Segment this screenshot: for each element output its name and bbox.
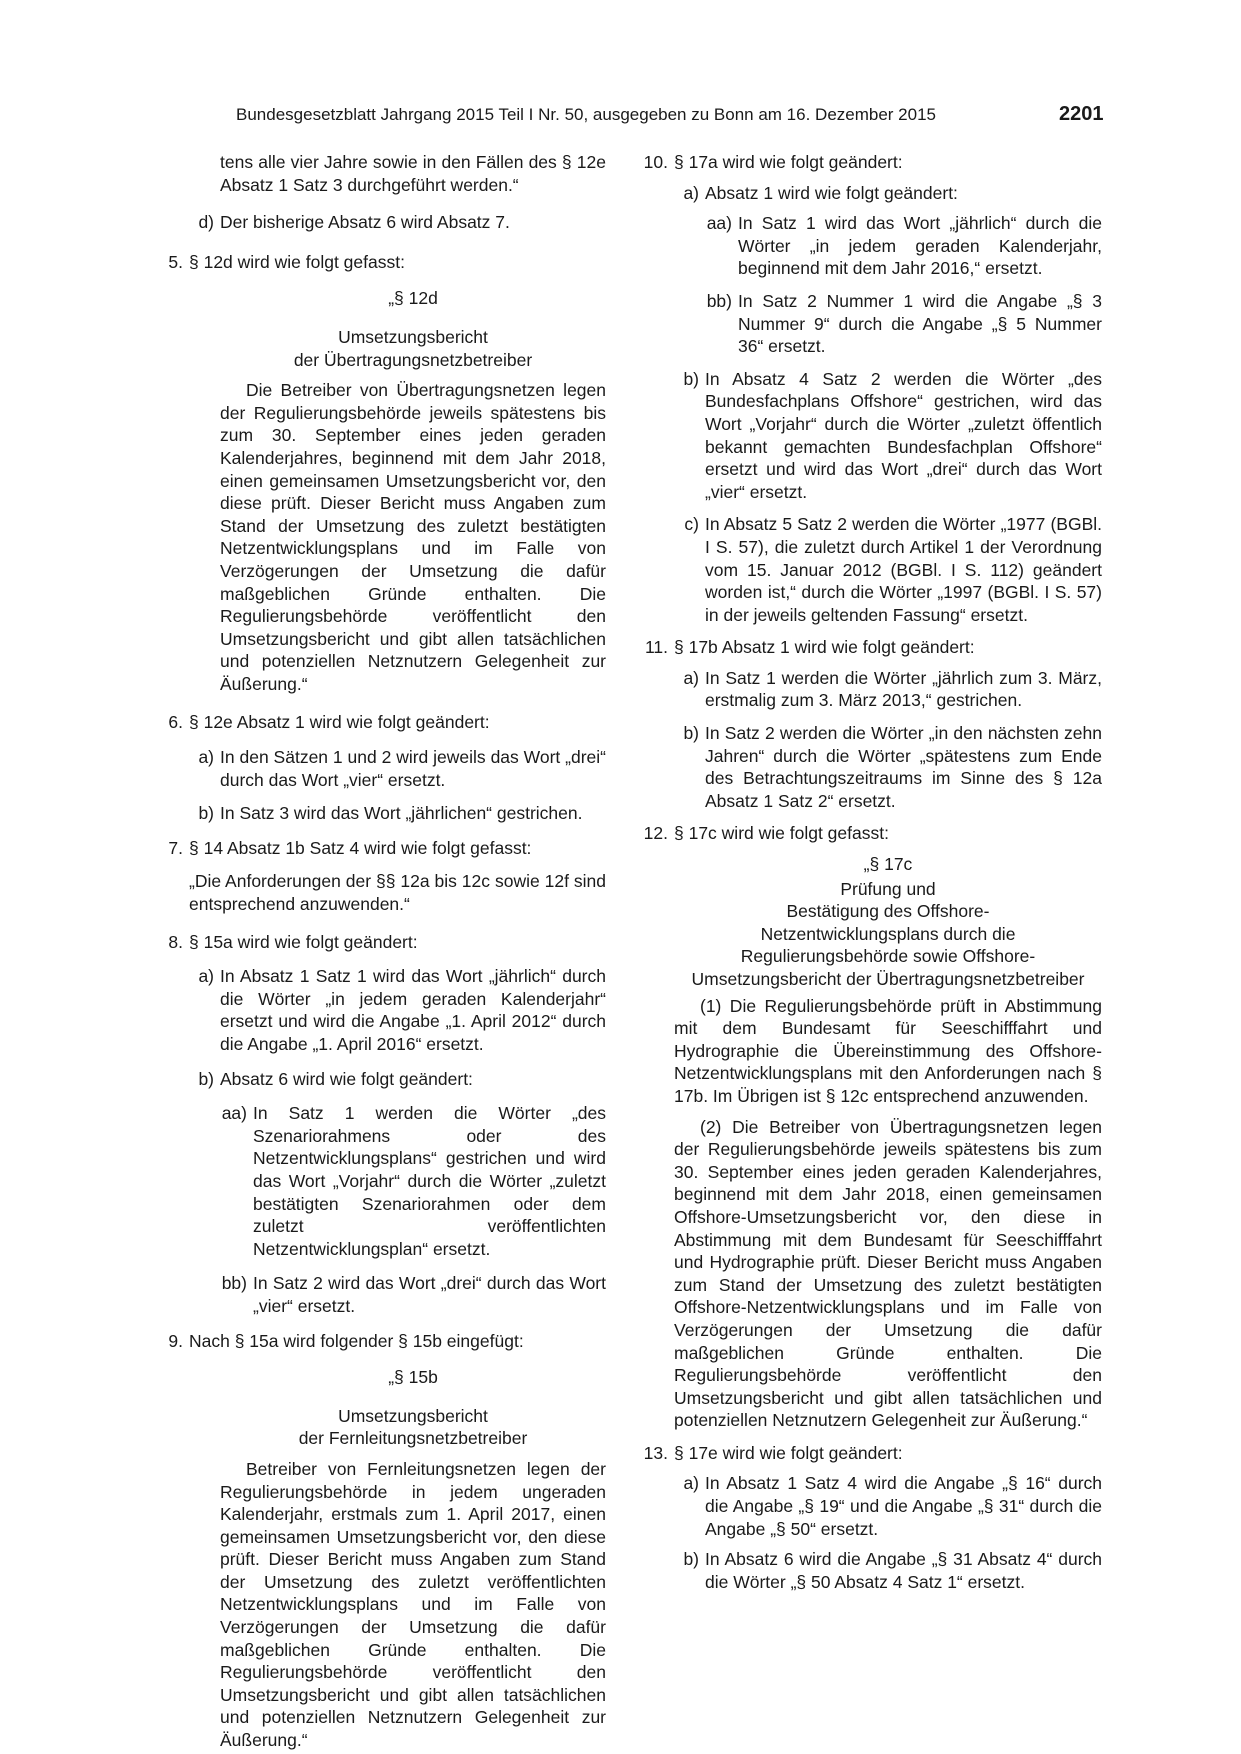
item-text: § 14 Absatz 1b Satz 4 wird wie folgt gefasst: xyxy=(189,837,532,858)
item-text: In Absatz 1 Satz 4 wird die Angabe „§ 16“ durch die Angabe „§ 19“ und die Angabe „§ 31“ durch die Angabe „§ 50“ ersetzt. xyxy=(705,1473,1102,1539)
list-item-8b-aa xyxy=(220,1102,606,1260)
item-label: b) xyxy=(683,1549,699,1570)
list-item-8b xyxy=(189,1068,606,1091)
item-text: In Satz 3 wird das Wort „jährlichen“ gestrichen. xyxy=(220,803,583,824)
list-item-8 xyxy=(145,931,606,954)
section-title-line: Netzentwicklungsplans durch die xyxy=(760,923,1016,944)
item-label: b) xyxy=(198,1068,214,1089)
item-label: 13. xyxy=(643,1442,668,1463)
list-item-12 xyxy=(630,822,1102,845)
item-text: Absatz 1 wird wie folgt geändert: xyxy=(705,182,958,203)
list-item-13 xyxy=(630,1442,1102,1465)
continuation-text: tens alle vier Jahre sowie in den Fällen des § 12e Absatz 1 Satz 3 durchgeführt werden.“ xyxy=(220,152,606,195)
list-item-10a-bb xyxy=(705,290,1102,358)
item-label: 10. xyxy=(643,152,668,172)
section-title-line: Umsetzungsbericht der Übertragungsnetzbetreiber xyxy=(691,969,1085,989)
list-item-9 xyxy=(145,1330,606,1353)
item-text: Der bisherige Absatz 6 wird Absatz 7. xyxy=(220,212,510,233)
section-title-line: der Fernleitungsnetzbetreiber xyxy=(298,1428,528,1449)
item-label: b) xyxy=(683,723,699,744)
list-item-13b xyxy=(674,1548,1102,1593)
section-15b xyxy=(145,1366,606,1752)
item-text: § 17b Absatz 1 wird wie folgt geändert: xyxy=(674,637,975,658)
item-text: In den Sätzen 1 und 2 wird jeweils das Wort „drei“ durch das Wort „vier“ ersetzt. xyxy=(220,747,606,790)
section-17c xyxy=(630,853,1102,1432)
item-text: In Absatz 5 Satz 2 werden die Wörter „1977 (BGBl. I S. 57), die zuletzt durch Artikel 1 der Verordnung vom 15. Januar 2012 (BGBl. I S. 112) geändert worden ist,“ durch die Wörter „1997 (BGBl. I S. 57) in der jeweils geltenden Fassung“ ersetzt. xyxy=(705,514,1102,625)
list-item-6b xyxy=(189,802,606,825)
item-text: In Absatz 1 Satz 1 wird das Wort „jährlich“ durch die Wörter „in jedem geraden Kalenderjahr“ ersetzt und wird die Angabe „1. April 2012“ durch die Angabe „1. April 2016“ ersetzt. xyxy=(220,966,606,1054)
list-item-10a xyxy=(674,182,1102,205)
section-title-line: Prüfung und xyxy=(840,878,936,899)
list-item-10a-aa xyxy=(705,212,1102,280)
item-label: a) xyxy=(683,667,699,688)
list-item-8b-bb xyxy=(220,1272,606,1317)
section-paragraph-1: (1) Die Regulierungsbehörde prüft in Abstimmung mit dem Bundesamt für Seeschifffahrt und Hydrographie die Übereinstimmung des Offshore-Netzentwicklungsplans mit den Anforderungen nach § 17b. Im Übrigen ist § 12c entsprechend anzuwenden. xyxy=(674,995,1102,1106)
section-12d xyxy=(145,287,606,695)
item-label: b) xyxy=(683,368,699,389)
section-title-line: der Übertragungsnetzbetreiber xyxy=(293,349,533,370)
item-label: 5. xyxy=(168,251,183,272)
item-label: 7. xyxy=(168,837,183,858)
item-text: In Absatz 4 Satz 2 werden die Wörter „des Bundesfachplans Offshore“ gestrichen, wird das Wort „Vorjahr“ durch die Wörter „zuletzt öffentlich bekannt gemachten Bundesfachplan Offshore“ ersetzt und wird das Wort „drei“ durch das Wort „vier“ ersetzt. xyxy=(705,368,1102,502)
item-text: § 15a wird wie folgt geändert: xyxy=(189,931,418,952)
gazette-header-title: Bundesgesetzblatt Jahrgang 2015 Teil I Nr. 50, ausgegeben zu Bonn am 16. Dezember 2015 xyxy=(236,105,936,124)
list-item-11b xyxy=(674,722,1102,812)
list-item-6a xyxy=(189,746,606,791)
item-label: 9. xyxy=(168,1330,183,1351)
item-label: bb) xyxy=(221,1273,247,1294)
list-item-8a xyxy=(189,965,606,1055)
item-text: In Absatz 6 wird die Angabe „§ 31 Absatz 4“ durch die Wörter „§ 50 Absatz 4 Satz 1“ ersetzt. xyxy=(705,1549,1102,1592)
left-column xyxy=(145,151,606,1752)
item-label: a) xyxy=(198,747,214,768)
list-item-5 xyxy=(145,251,606,274)
item-text: In Satz 1 werden die Wörter „jährlich zum 3. März, erstmalig zum 3. März 2013,“ gestrichen. xyxy=(705,667,1102,711)
list-item-d xyxy=(189,211,606,234)
list-item-11 xyxy=(630,636,1102,659)
item-label: 11. xyxy=(644,637,668,658)
quoted-amendment: „Die Anforderungen der §§ 12a bis 12c sowie 12f sind entsprechend anzuwenden.“ xyxy=(189,871,606,915)
item-text: Absatz 6 wird wie folgt geändert: xyxy=(220,1068,473,1089)
item-text: § 17a wird wie folgt geändert: xyxy=(674,152,903,172)
right-column xyxy=(630,151,1102,1593)
section-heading: „§ 15b xyxy=(388,1367,438,1388)
list-item-10b xyxy=(674,368,1102,504)
item-label: b) xyxy=(198,803,214,824)
list-item-10 xyxy=(630,151,1102,174)
list-item-7 xyxy=(145,837,606,860)
item-text: In Satz 1 wird das Wort „jährlich“ durch die Wörter „in jedem geraden Kalenderjahr, beginnend mit dem Jahr 2016,“ ersetzt. xyxy=(738,213,1102,279)
item-text: In Satz 1 werden die Wörter „des Szenariorahmens oder des Netzentwicklungsplans“ gestrichen und wird das Wort „Vorjahr“ durch die Wörter „zuletzt bestätigten Szenariorahmen oder dem zuletzt veröffentlichten Netzentwicklungsplan“ ersetzt. xyxy=(253,1103,606,1259)
section-heading: „§ 12d xyxy=(388,288,438,309)
item-label: a) xyxy=(683,1473,699,1494)
item-text: § 17c wird wie folgt gefasst: xyxy=(674,823,889,844)
section-heading: „§ 17c xyxy=(863,854,913,875)
page-number: 2201 xyxy=(1059,103,1104,125)
list-item-10c xyxy=(674,513,1102,626)
item-label: 12. xyxy=(643,823,668,844)
item-label: aa) xyxy=(221,1103,247,1124)
section-body: Betreiber von Fernleitungsnetzen legen der Regulierungsbehörde in jedem ungeraden Kalenderjahr, erstmals zum 1. April 2017, einen gemeinsamen Umsetzungsbericht vor, den diese prüft. Dieser Bericht muss Angaben zum Stand der Umsetzung des zuletzt veröffentlichten Netzentwicklungsplans und im Falle von Verzögerungen der Umsetzung die dafür maßgeblichen Gründe enthalten. Die Regulierungsbehörde veröffentlicht den Umsetzungsbericht und gibt allen tatsächlichen und potenziellen Netznutzern Gelegenheit zur Äußerung.“ xyxy=(220,1458,606,1751)
item-text: § 12d wird wie folgt gefasst: xyxy=(189,251,405,272)
section-body: Die Betreiber von Übertragungsnetzen legen der Regulierungsbehörde jeweils spätestens bis zum 30. September eines jeden geraden Kalenderjahres, beginnend mit dem Jahr 2018, einen gemeinsamen Umsetzungsbericht vor, den diese prüft. Dieser Bericht muss Angaben zum Stand der Umsetzung des zuletzt bestätigten Netzentwicklungsplans und im Falle von Verzögerungen der Umsetzung die dafür maßgeblichen Gründe enthalten. Die Regulierungsbehörde veröffentlicht den Umsetzungsbericht und gibt allen tatsächlichen und potenziellen Netznutzern Gelegenheit zur Äußerung.“ xyxy=(220,380,606,694)
item-label: c) xyxy=(684,514,699,535)
section-title-line: Umsetzungsbericht xyxy=(338,326,488,347)
list-item-11a xyxy=(674,667,1102,712)
item-label: a) xyxy=(198,966,214,987)
section-title-line: Bestätigung des Offshore- xyxy=(786,901,990,922)
section-paragraph-2: (2) Die Betreiber von Übertragungsnetzen legen der Regulierungsbehörde jeweils spätestens bis zum 30. September eines jeden geraden Kalenderjahres, beginnend mit dem Jahr 2018, einen gemeinsamen Offshore-Umsetzungsbericht vor, den diese in Abstimmung mit dem Bundesamt für Seeschifffahrt und Hydrographie prüft. Dieser Bericht muss Angaben zum Stand der Umsetzung des zuletzt bestätigten Offshore-Netzentwicklungsplans und im Falle von Verzögerungen der Umsetzung die dafür maßgeblichen Gründe enthalten. Die Regulierungsbehörde veröffentlicht den Umsetzungsbericht und gibt allen tatsächlichen und potenziellen Netznutzern Gelegenheit zur Äußerung.“ xyxy=(674,1116,1102,1431)
item-label: 8. xyxy=(168,931,183,952)
item-text: § 17e wird wie folgt geändert: xyxy=(674,1442,903,1463)
list-item-6 xyxy=(145,711,606,734)
list-item-13a xyxy=(674,1472,1102,1540)
item-label: a) xyxy=(683,182,699,203)
page-header xyxy=(0,104,1241,128)
item-text: In Satz 2 Nummer 1 wird die Angabe „§ 3 Nummer 9“ durch die Angabe „§ 5 Nummer 36“ ersetzt. xyxy=(738,290,1102,357)
item-text: In Satz 2 wird das Wort „drei“ durch das Wort „vier“ ersetzt. xyxy=(253,1273,606,1316)
item-label: d) xyxy=(198,212,214,233)
item-text: Nach § 15a wird folgender § 15b eingefügt: xyxy=(189,1330,524,1351)
section-title-line: Regulierungsbehörde sowie Offshore- xyxy=(740,946,1036,967)
item-label: bb) xyxy=(706,290,732,311)
item-label: 6. xyxy=(168,712,183,733)
section-title-line: Umsetzungsbericht xyxy=(338,1405,488,1426)
item-text: In Satz 2 werden die Wörter „in den nächsten zehn Jahren“ durch die Wörter „spätestens zum Ende des Betrachtungszeitraums im Sinne des § 12a Absatz 1 Satz 2“ ersetzt. xyxy=(705,723,1102,811)
item-label: aa) xyxy=(706,213,732,234)
item-text: § 12e Absatz 1 wird wie folgt geändert: xyxy=(189,712,490,733)
